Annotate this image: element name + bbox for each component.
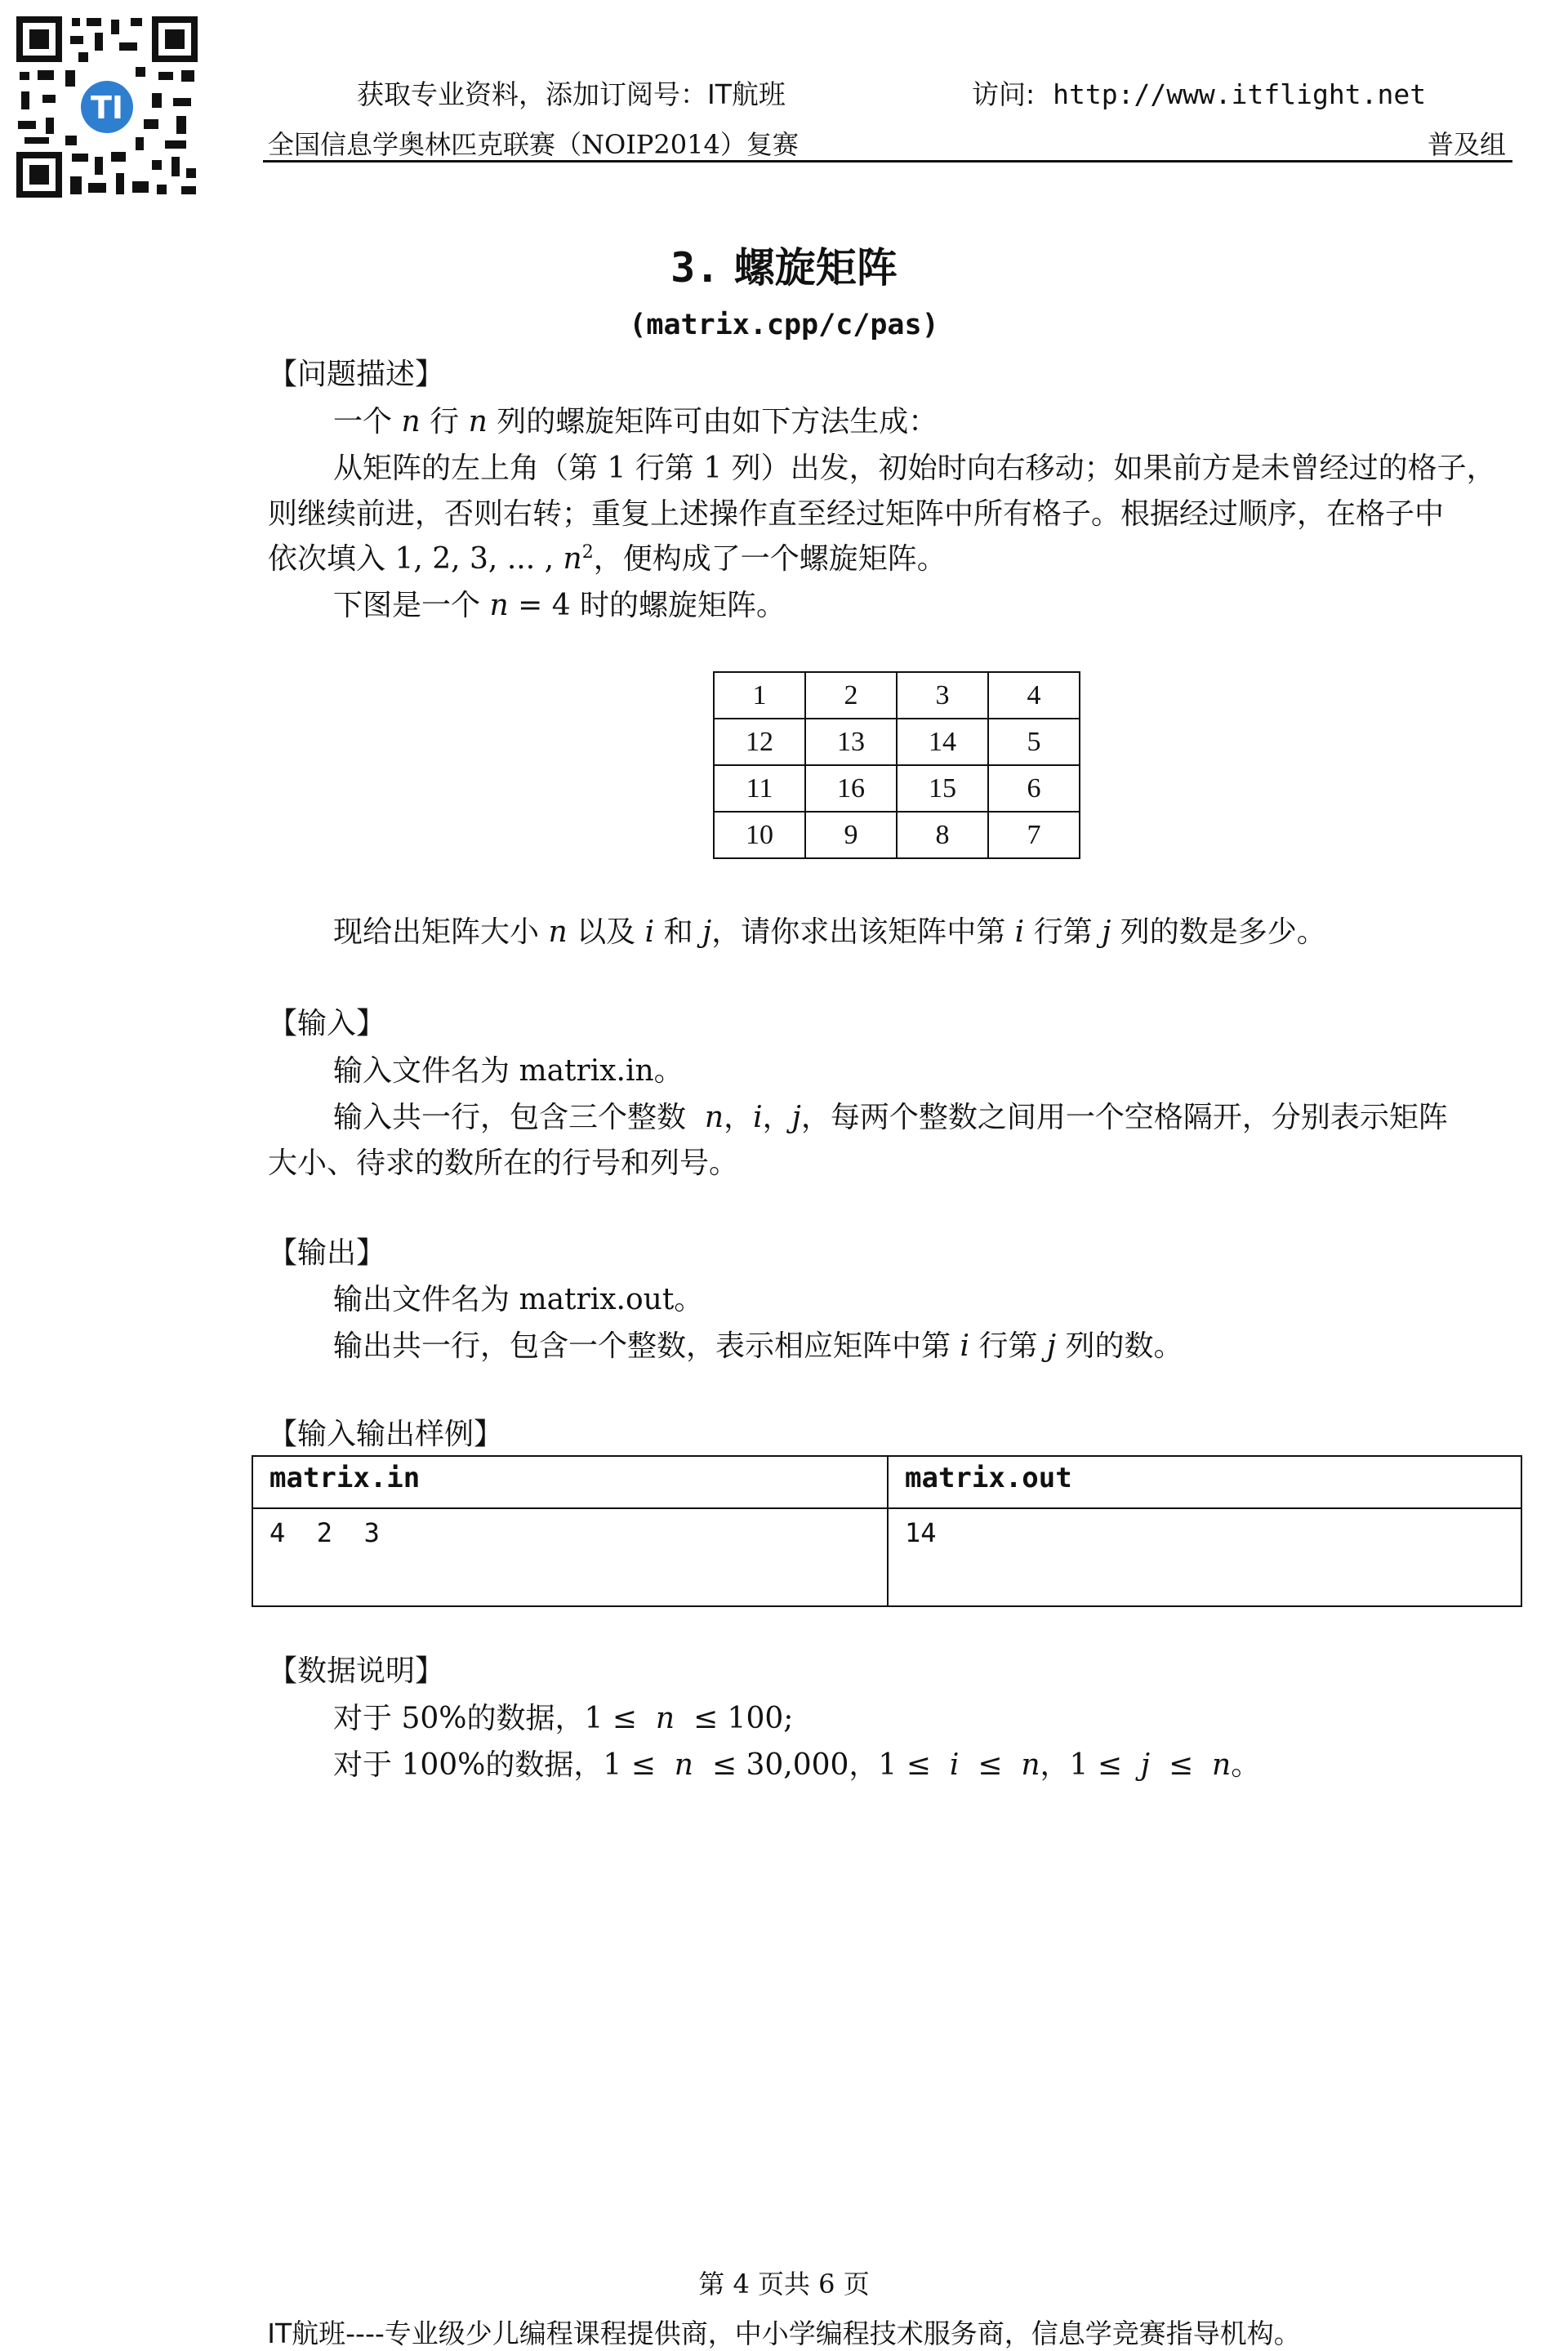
matrix-row (714, 812, 1080, 858)
matrix-cell: 7 (988, 812, 1080, 858)
matrix-cell: 3 (897, 672, 988, 719)
matrix-cell: 10 (714, 812, 805, 858)
description-heading: 【问题描述】 (268, 358, 445, 391)
qr-logo-text: TI (90, 90, 124, 126)
matrix-cell: 14 (897, 719, 988, 765)
description-question: 现给出矩阵大小 n 以及 i 和 j，请你求出该矩阵中第 i 行第 j 列的数是多少。 (333, 915, 1326, 949)
input-line-1: 输入文件名为 matrix.in。 (333, 1054, 684, 1088)
header-divider (263, 160, 1512, 163)
problem-name: 螺旋矩阵 (733, 243, 898, 292)
matrix-cell: 8 (897, 812, 988, 858)
problem-number: 3. (670, 244, 720, 292)
footer-text: IT航班----专业级少儿编程课程提供商，中小学编程技术服务商，信息学竞赛指导机构。 (267, 2318, 1301, 2349)
matrix-cell: 4 (988, 672, 1080, 719)
output-line-1: 输出文件名为 matrix.out。 (333, 1283, 704, 1316)
sample-header-row (252, 1456, 1521, 1508)
input-heading: 【输入】 (268, 1007, 386, 1040)
matrix-row (714, 672, 1080, 719)
sample-table (252, 1455, 1522, 1607)
group-label: 普及组 (1427, 129, 1506, 160)
spiral-matrix-table (713, 671, 1080, 859)
constraints-line-2: 对于 100%的数据，1 ≤ n ≤ 30,000，1 ≤ i ≤ n，1 ≤ j ≤ n。 (333, 1748, 1261, 1782)
matrix-cell: 16 (805, 765, 897, 812)
sample-value-row (252, 1508, 1521, 1606)
sample-input-value: 4 2 3 (252, 1508, 888, 1606)
constraints-line-1: 对于 50%的数据，1 ≤ n ≤ 100; (333, 1702, 794, 1735)
problem-files: (matrix.cpp/c/pas) (629, 309, 939, 341)
output-heading: 【输出】 (268, 1236, 386, 1270)
problem-title (0, 235, 1568, 294)
input-line-2: 输入共一行，包含三个整数 n，i，j，每两个整数之间用一个空格隔开，分别表示矩阵 (333, 1101, 1448, 1134)
output-line-2: 输出共一行，包含一个整数，表示相应矩阵中第 i 行第 j 列的数。 (333, 1329, 1183, 1363)
visit-label: 访问: (972, 78, 1036, 110)
description-line-5: 下图是一个 n = 4 时的螺旋矩阵。 (333, 589, 786, 622)
matrix-cell: 2 (805, 672, 897, 719)
promo-subscribe-text: 获取专业资料，添加订阅号：IT航班 (357, 78, 786, 110)
description-line-1: 一个 n 行 n 列的螺旋矩阵可由如下方法生成： (333, 405, 938, 439)
qr-code (13, 13, 201, 201)
matrix-cell: 9 (805, 812, 897, 858)
matrix-cell: 13 (805, 719, 897, 765)
matrix-cell: 6 (988, 765, 1080, 812)
sample-heading: 【输入输出样例】 (268, 1418, 504, 1451)
constraints-heading: 【数据说明】 (268, 1654, 445, 1688)
promo-url-link[interactable]: http://www.itflight.net (1053, 78, 1427, 110)
description-line-4: 依次填入 1, 2, 3, ... , $n^2$，便构成了一个螺旋矩阵。 (268, 542, 947, 576)
matrix-row (714, 719, 1080, 765)
promo-visit (972, 73, 1426, 112)
input-line-3: 大小、待求的数所在的行号和列号。 (268, 1147, 739, 1180)
matrix-cell: 12 (714, 719, 805, 765)
description-line-3: 则继续前进，否则右转；重复上述操作直至经过矩阵中所有格子。根据经过顺序，在格子中 (268, 497, 1445, 531)
sample-output-value: 14 (888, 1508, 1521, 1606)
page-number: 第 4 页共 6 页 (698, 2269, 870, 2300)
matrix-cell: 15 (897, 765, 988, 812)
matrix-row (714, 765, 1080, 812)
contest-header: 全国信息学奥林匹克联赛（NOIP2014）复赛 (268, 129, 799, 160)
matrix-cell: 5 (988, 719, 1080, 765)
description-line-2: 从矩阵的左上角（第 1 行第 1 列）出发，初始时向右移动；如果前方是未曾经过的格子， (333, 452, 1496, 485)
sample-input-header: matrix.in (252, 1456, 888, 1508)
sample-output-header: matrix.out (888, 1456, 1521, 1508)
matrix-cell: 11 (714, 765, 805, 812)
matrix-cell: 1 (714, 672, 805, 719)
